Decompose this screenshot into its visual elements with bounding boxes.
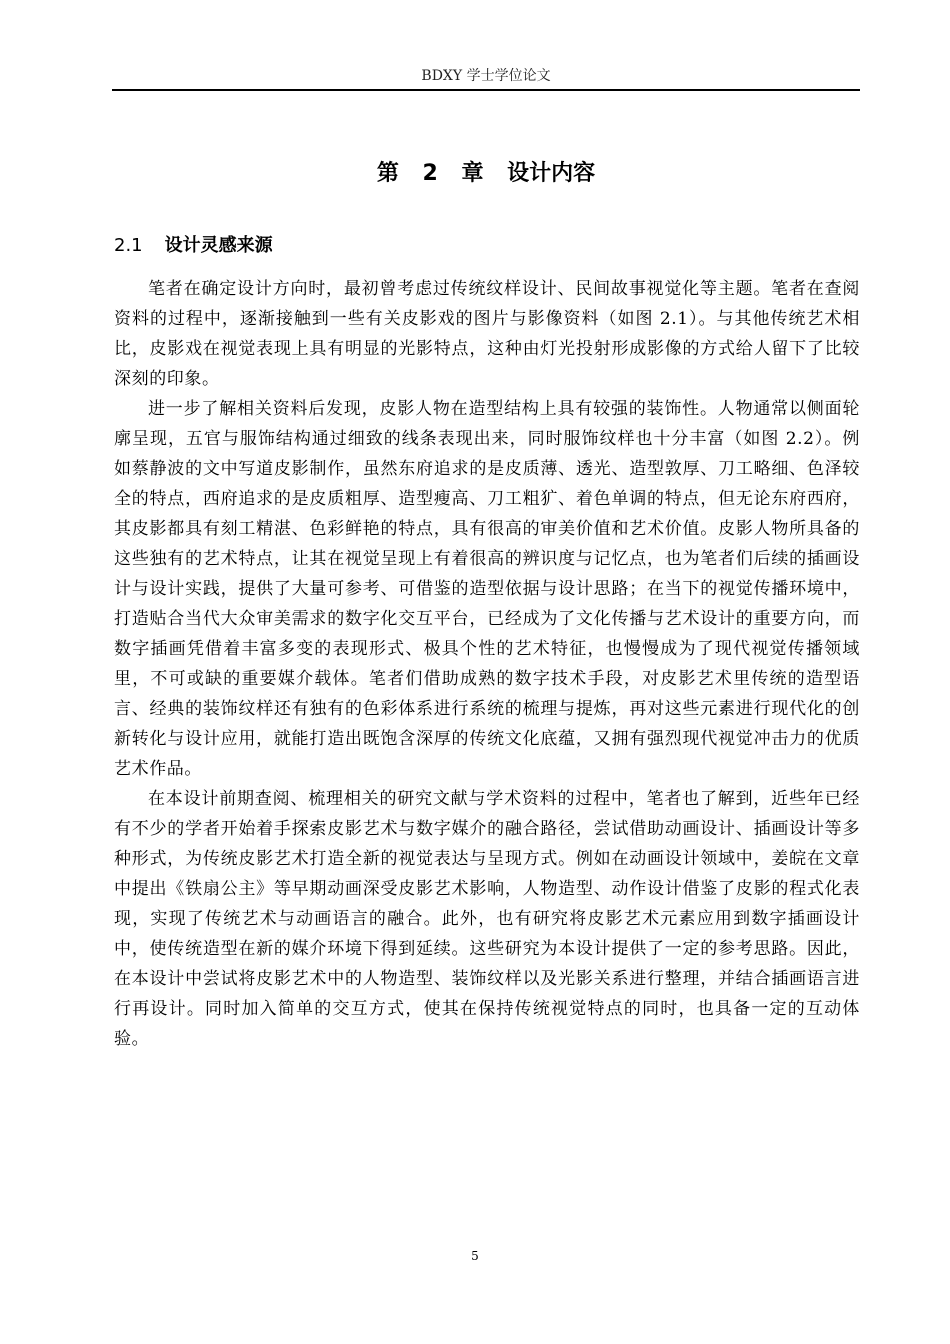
paragraph-3: 在本设计前期查阅、梳理相关的研究文献与学术资料的过程中，笔者也了解到，近些年已经有不少的学者开始着手探索皮影艺术与数字媒介的融合路径，尝试借助动画设计、插画设计等多种形式，为传统皮影艺术打造全新的视觉表达与呈现方式。例如在动画设计领域中，姜皖在文章中提出《铁扇公主》等早期动画深受皮影艺术影响，人物造型、动作设计借鉴了皮影的程式化表现，实现了传统艺术与动画语言的融合。此外，也有研究将皮影艺术元素应用到数字插画设计中，使传统造型在新的媒介环境下得到延续。这些研究为本设计提供了一定的参考思路。因此，在本设计中尝试将皮影艺术中的人物造型、装饰纹样以及光影关系进行整理，并结合插画语言进行再设计。同时加入简单的交互方式，使其在保持传统视觉特点的同时，也具备一定的互动体验。 bbox=[114, 789, 860, 1049]
paragraph-1: 笔者在确定设计方向时，最初曾考虑过传统纹样设计、民间故事视觉化等主题。笔者在查阅资料的过程中，逐渐接触到一些有关皮影戏的图片与影像资料（如图 2.1）。与其他传统艺术相比，皮影戏在视觉表现上具有明显的光影特点，这种由灯光投射形成影像的方式给人留下了比较深刻的印象。 bbox=[114, 279, 860, 389]
running-header: BDXY 学士学位论文 bbox=[421, 68, 551, 84]
section-number: 2.1 bbox=[114, 235, 143, 256]
chapter-title: 第 2 章 设计内容 bbox=[376, 161, 596, 186]
paragraph-2: 进一步了解相关资料后发现，皮影人物在造型结构上具有较强的装饰性。人物通常以侧面轮廓呈现，五官与服饰结构通过细致的线条表现出来，同时服饰纹样也十分丰富（如图 2.2）。例如蔡静波的文中写道皮影制作，虽然东府追求的是皮质薄、透光、造型敦厚、刀工略细、色泽较全的特点，西府追求的是皮质粗厚、造型瘦高、刀工粗犷、着色单调的特点，但无论东府西府，其皮影都具有刻工精湛、色彩鲜艳的特点，具有很高的审美价值和艺术价值。皮影人物所具备的这些独有的艺术特点，让其在视觉呈现上有着很高的辨识度与记忆点，也为笔者们后续的插画设计与设计实践，提供了大量可参考、可借鉴的造型依据与设计思路；在当下的视觉传播环境中，打造贴合当代大众审美需求的数字化交互平台，已经成为了文化传播与艺术设计的重要方向，而数字插画凭借着丰富多变的表现形式、极具个性的艺术特征，也慢慢成为了现代视觉传播领域里，不可或缺的重要媒介载体。笔者们借助成熟的数字技术手段，对皮影艺术里传统的造型语言、经典的装饰纹样还有独有的色彩体系进行系统的梳理与提炼，再对这些元素进行现代化的创新转化与设计应用，就能打造出既饱含深厚的传统文化底蕴，又拥有强烈现代视觉冲击力的优质艺术作品。 bbox=[114, 399, 860, 779]
page-number: 5 bbox=[471, 1249, 479, 1263]
body-text bbox=[114, 274, 860, 1054]
section-heading bbox=[114, 232, 273, 260]
header-divider bbox=[112, 89, 860, 91]
section-title: 设计灵感来源 bbox=[164, 235, 273, 256]
